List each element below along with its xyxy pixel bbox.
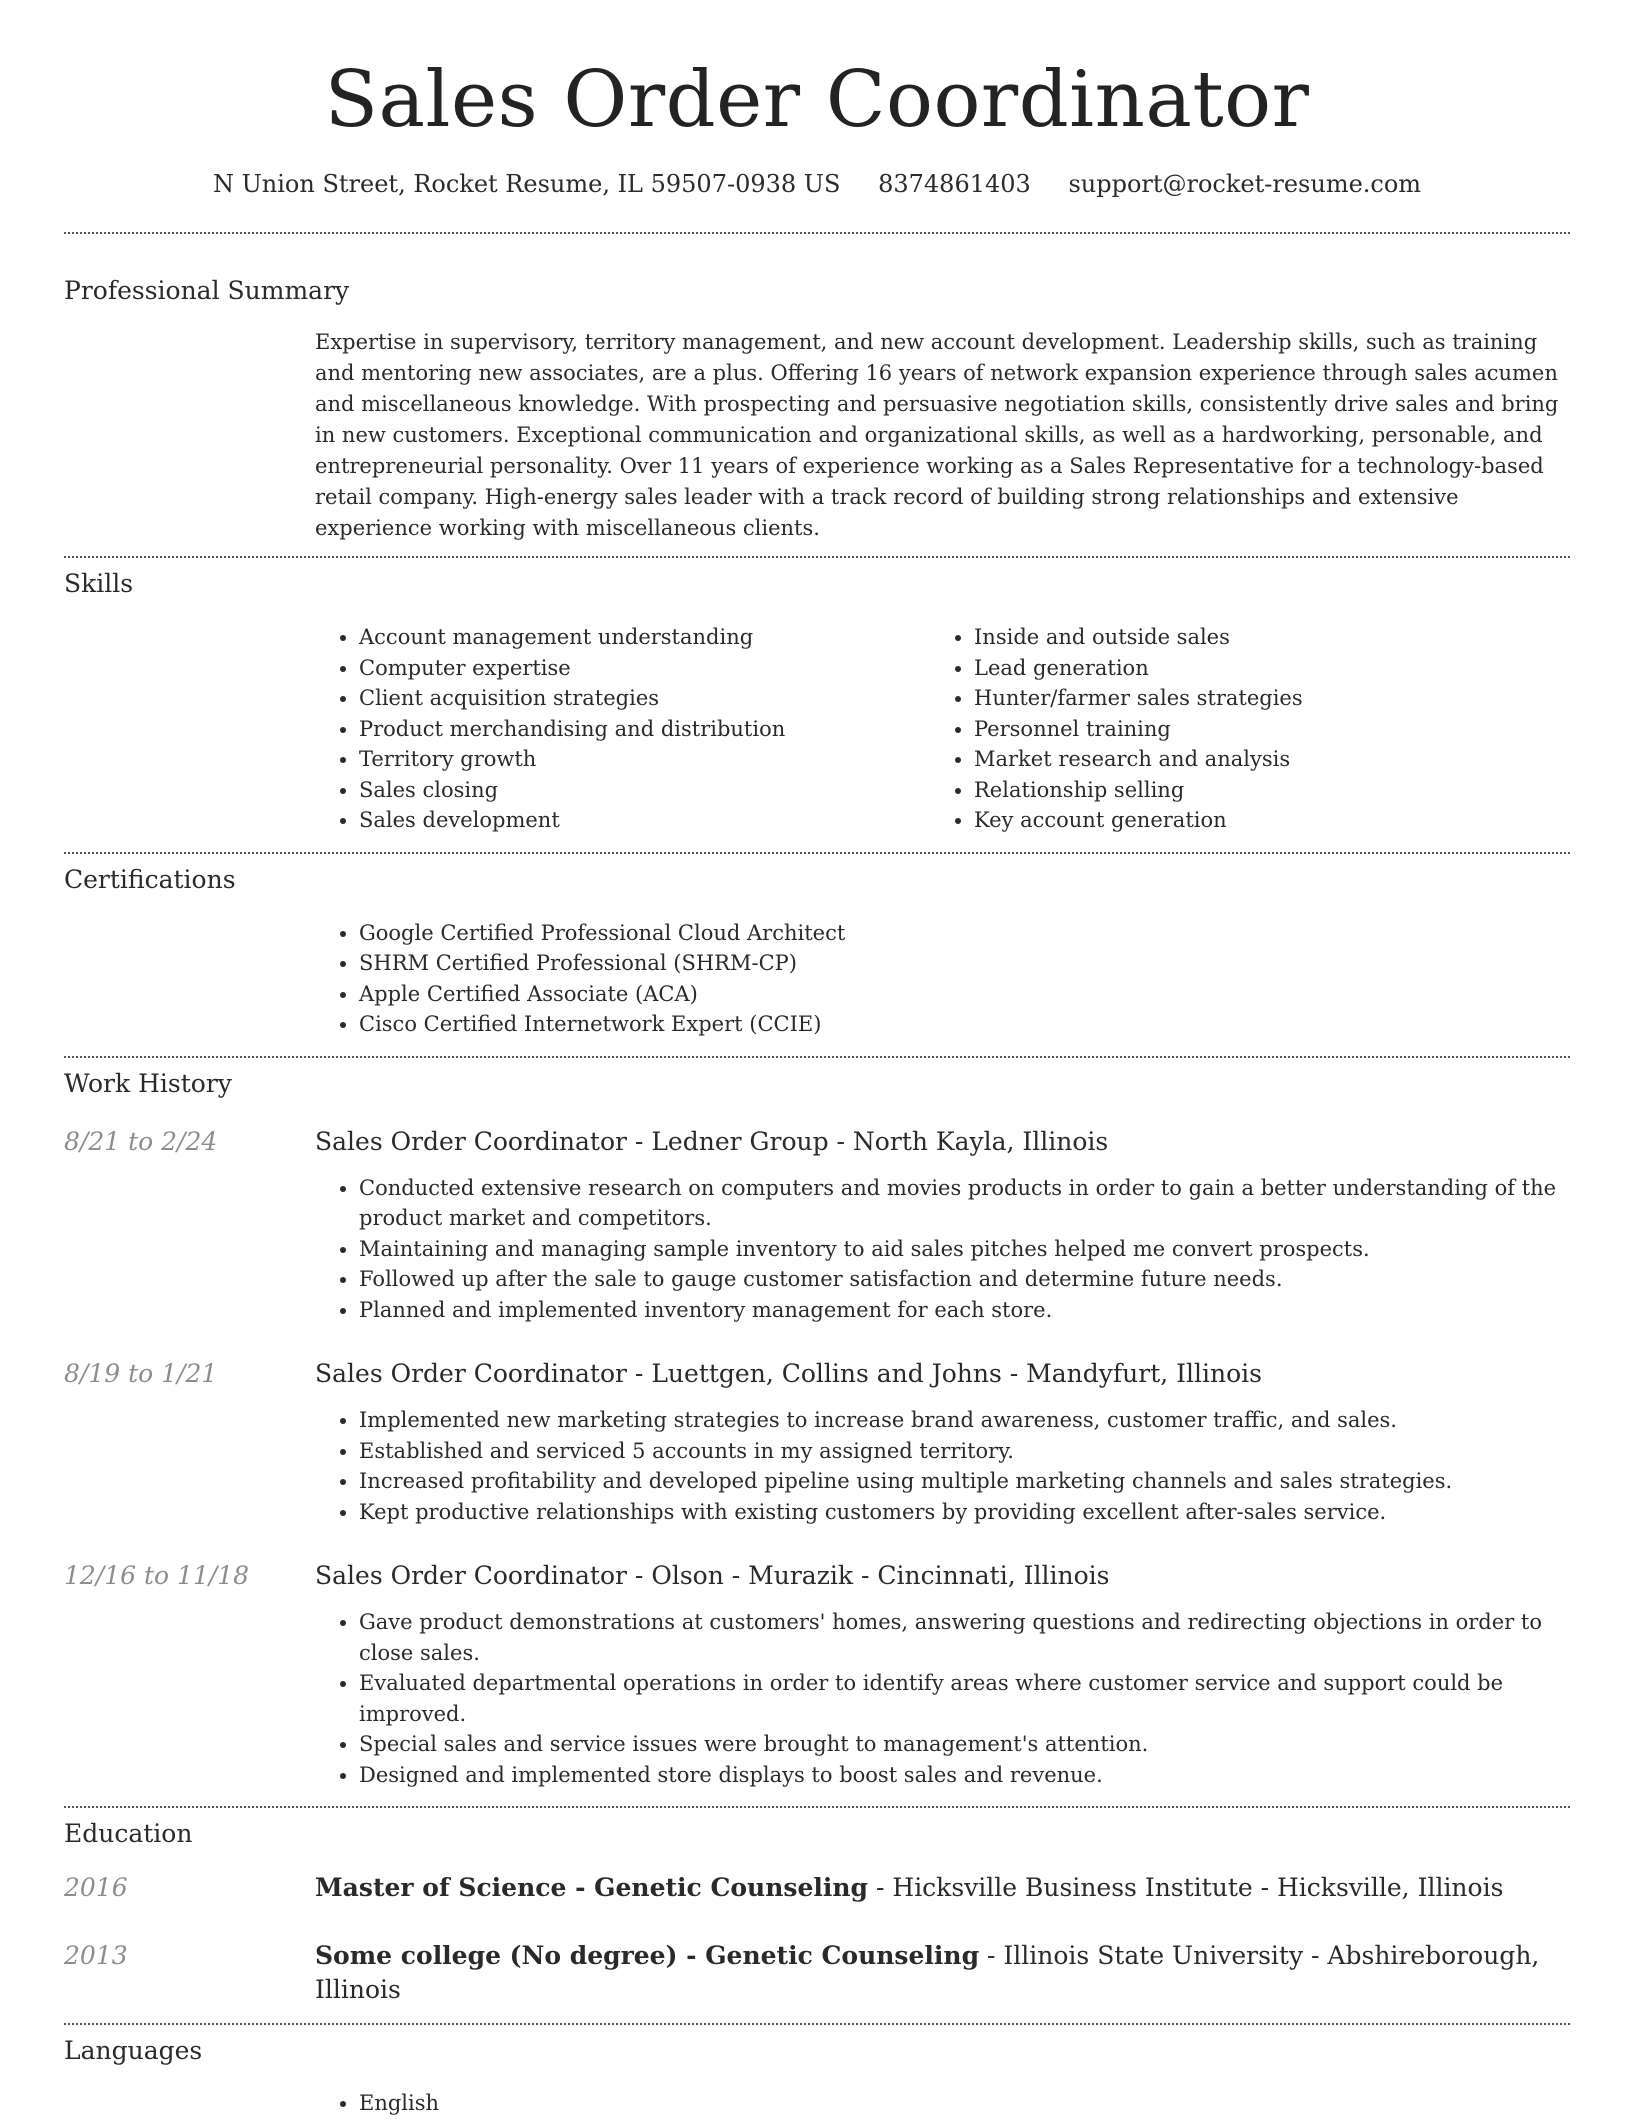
certification-item: • Apple Certified Associate (ACA): [359, 979, 1570, 1010]
skills-grid: [315, 622, 1570, 836]
skill-item: • Sales closing: [359, 775, 930, 806]
job-bullets: [315, 1607, 1570, 1790]
contact-line: [64, 168, 1570, 200]
skill-item: • Market research and analysis: [974, 744, 1545, 775]
skill-item: • Lead generation: [974, 653, 1545, 684]
job-dates: 8/19 to 1/21: [64, 1359, 218, 1388]
skill-item: • Inside and outside sales: [974, 622, 1545, 653]
job-title: [315, 1125, 1570, 1159]
skills-section: [64, 558, 1570, 852]
job-details: [315, 1357, 1570, 1527]
skill-item: • Sales development: [359, 805, 930, 836]
resume-name: Sales Order Coordinator: [324, 55, 1310, 145]
skill-item: • Hunter/farmer sales strategies: [974, 683, 1545, 714]
job-details: [315, 1125, 1570, 1326]
contact-email[interactable]: support@rocket-resume.com: [1068, 170, 1422, 198]
languages-body: [315, 2088, 1570, 2119]
certifications-body: [315, 918, 1570, 1040]
section-title-languages: Languages: [64, 2036, 203, 2065]
certification-item: • Google Certified Professional Cloud Architect: [359, 918, 1570, 949]
section-title-education: Education: [64, 1819, 193, 1848]
skill-item: • Product merchandising and distribution: [359, 714, 930, 745]
job-role: Sales Order Coordinator: [315, 1359, 627, 1388]
job-dates: 8/21 to 2/24: [64, 1126, 218, 1156]
education-section: [64, 1808, 1570, 2023]
job-role: Sales Order Coordinator: [315, 1126, 627, 1156]
job-bullet: • Kept productive relationships with existing customers by providing excellent after-sales service.: [359, 1497, 1570, 1528]
job-employer: - Ledner Group - North Kayla, Illinois: [626, 1126, 1109, 1156]
certifications-list: [315, 918, 1570, 1040]
job-entry: [64, 1357, 1570, 1527]
contact-phone: 8374861403: [878, 170, 1031, 198]
job-employer: - Olson - Murazik - Cincinnati, Illinois: [626, 1561, 1110, 1590]
skill-item: • Personnel training: [974, 714, 1545, 745]
skill-item: • Relationship selling: [974, 775, 1545, 806]
education-entry: [64, 1939, 1570, 2007]
job-bullet: • Designed and implemented store displays to boost sales and revenue.: [359, 1760, 1570, 1791]
contact-address: N Union Street, Rocket Resume, IL 59507-0938 US: [212, 170, 841, 198]
education-details: [315, 1939, 1570, 2007]
education-details: [315, 1871, 1570, 1905]
job-employer: - Luettgen, Collins and Johns - Mandyfurt, Illinois: [626, 1359, 1262, 1388]
education-school: - Illinois State University - Abshireborough, Illinois: [315, 1941, 1540, 2004]
job-bullet: • Maintaining and managing sample inventory to aid sales pitches helped me convert prospects.: [359, 1234, 1570, 1265]
skill-item: • Account management understanding: [359, 622, 930, 653]
section-title-work: Work History: [64, 1068, 232, 1098]
education-year: 2013: [64, 1941, 128, 1970]
skill-item: • Computer expertise: [359, 653, 930, 684]
job-bullet: • Planned and implemented inventory management for each store.: [359, 1295, 1570, 1326]
job-bullet: • Evaluated departmental operations in order to identify areas where customer service and support could be improved.: [359, 1668, 1570, 1729]
job-bullet: • Implemented new marketing strategies to increase brand awareness, customer traffic, and sales.: [359, 1405, 1570, 1436]
job-bullet: • Conducted extensive research on computers and movies products in order to gain a better understanding of the product market and competitors.: [359, 1173, 1570, 1234]
education-entry: [64, 1871, 1570, 1905]
skills-list-left: [315, 622, 930, 836]
section-title-skills: Skills: [64, 569, 134, 598]
job-bullets: [315, 1405, 1570, 1527]
job-bullet: • Followed up after the sale to gauge customer satisfaction and determine future needs.: [359, 1264, 1570, 1295]
skill-item: • Key account generation: [974, 805, 1545, 836]
job-bullet: • Gave product demonstrations at customers' homes, answering questions and redirecting objections in order to close sales.: [359, 1607, 1570, 1668]
job-details: [315, 1559, 1570, 1790]
job-role: Sales Order Coordinator: [315, 1561, 627, 1590]
section-title-certifications: Certifications: [64, 864, 236, 894]
job-entry: [64, 1125, 1570, 1326]
job-dates: 12/16 to 11/18: [64, 1561, 250, 1590]
education-year: 2016: [64, 1873, 128, 1902]
resume-page: [64, 0, 1570, 2119]
summary-section: [64, 234, 1570, 556]
job-entry: [64, 1559, 1570, 1790]
job-bullet: • Special sales and service issues were brought to management's attention.: [359, 1729, 1570, 1760]
summary-text: Expertise in supervisory, territory management, and new account development. Leadership skills, such as training and mentoring new associates, are a plus. Offering 16 years of network expansion experience through sales acumen and miscellaneous knowledge. With prospecting and persuasive negotiation skills, consistently drive sales and bring in new customers. Exceptional communication and organizational skills, as well as a hardworking, personable, and entrepreneurial personality. Over 11 years of experience working as a Sales Representative for a technology-based retail company. High-energy sales leader with a track record of building strong relationships and extensive experience working with miscellaneous clients.: [315, 330, 1559, 540]
certification-item: • Cisco Certified Internetwork Expert (CCIE): [359, 1009, 1570, 1040]
skill-item: • Territory growth: [359, 744, 930, 775]
education-school: - Hicksville Business Institute - Hicksville, Illinois: [868, 1873, 1504, 1902]
job-title: [315, 1559, 1570, 1593]
languages-section: [64, 2025, 1570, 2119]
job-title: [315, 1357, 1570, 1391]
certifications-section: [64, 854, 1570, 1056]
education-degree: Master of Science - Genetic Counseling: [315, 1873, 869, 1902]
skill-item: • Client acquisition strategies: [359, 683, 930, 714]
languages-list: [315, 2088, 1570, 2119]
work-section: [64, 1058, 1570, 1807]
job-bullet: • Increased profitability and developed pipeline using multiple marketing channels and sales strategies.: [359, 1466, 1570, 1497]
certification-item: • SHRM Certified Professional (SHRM-CP): [359, 948, 1570, 979]
section-title-summary: Professional Summary: [64, 276, 350, 305]
education-degree: Some college (No degree) - Genetic Counseling: [315, 1941, 980, 1970]
job-bullets: [315, 1173, 1570, 1326]
skills-list-right: [930, 622, 1545, 836]
job-bullet: • Established and serviced 5 accounts in my assigned territory.: [359, 1436, 1570, 1467]
language-item: • English: [359, 2088, 1570, 2119]
